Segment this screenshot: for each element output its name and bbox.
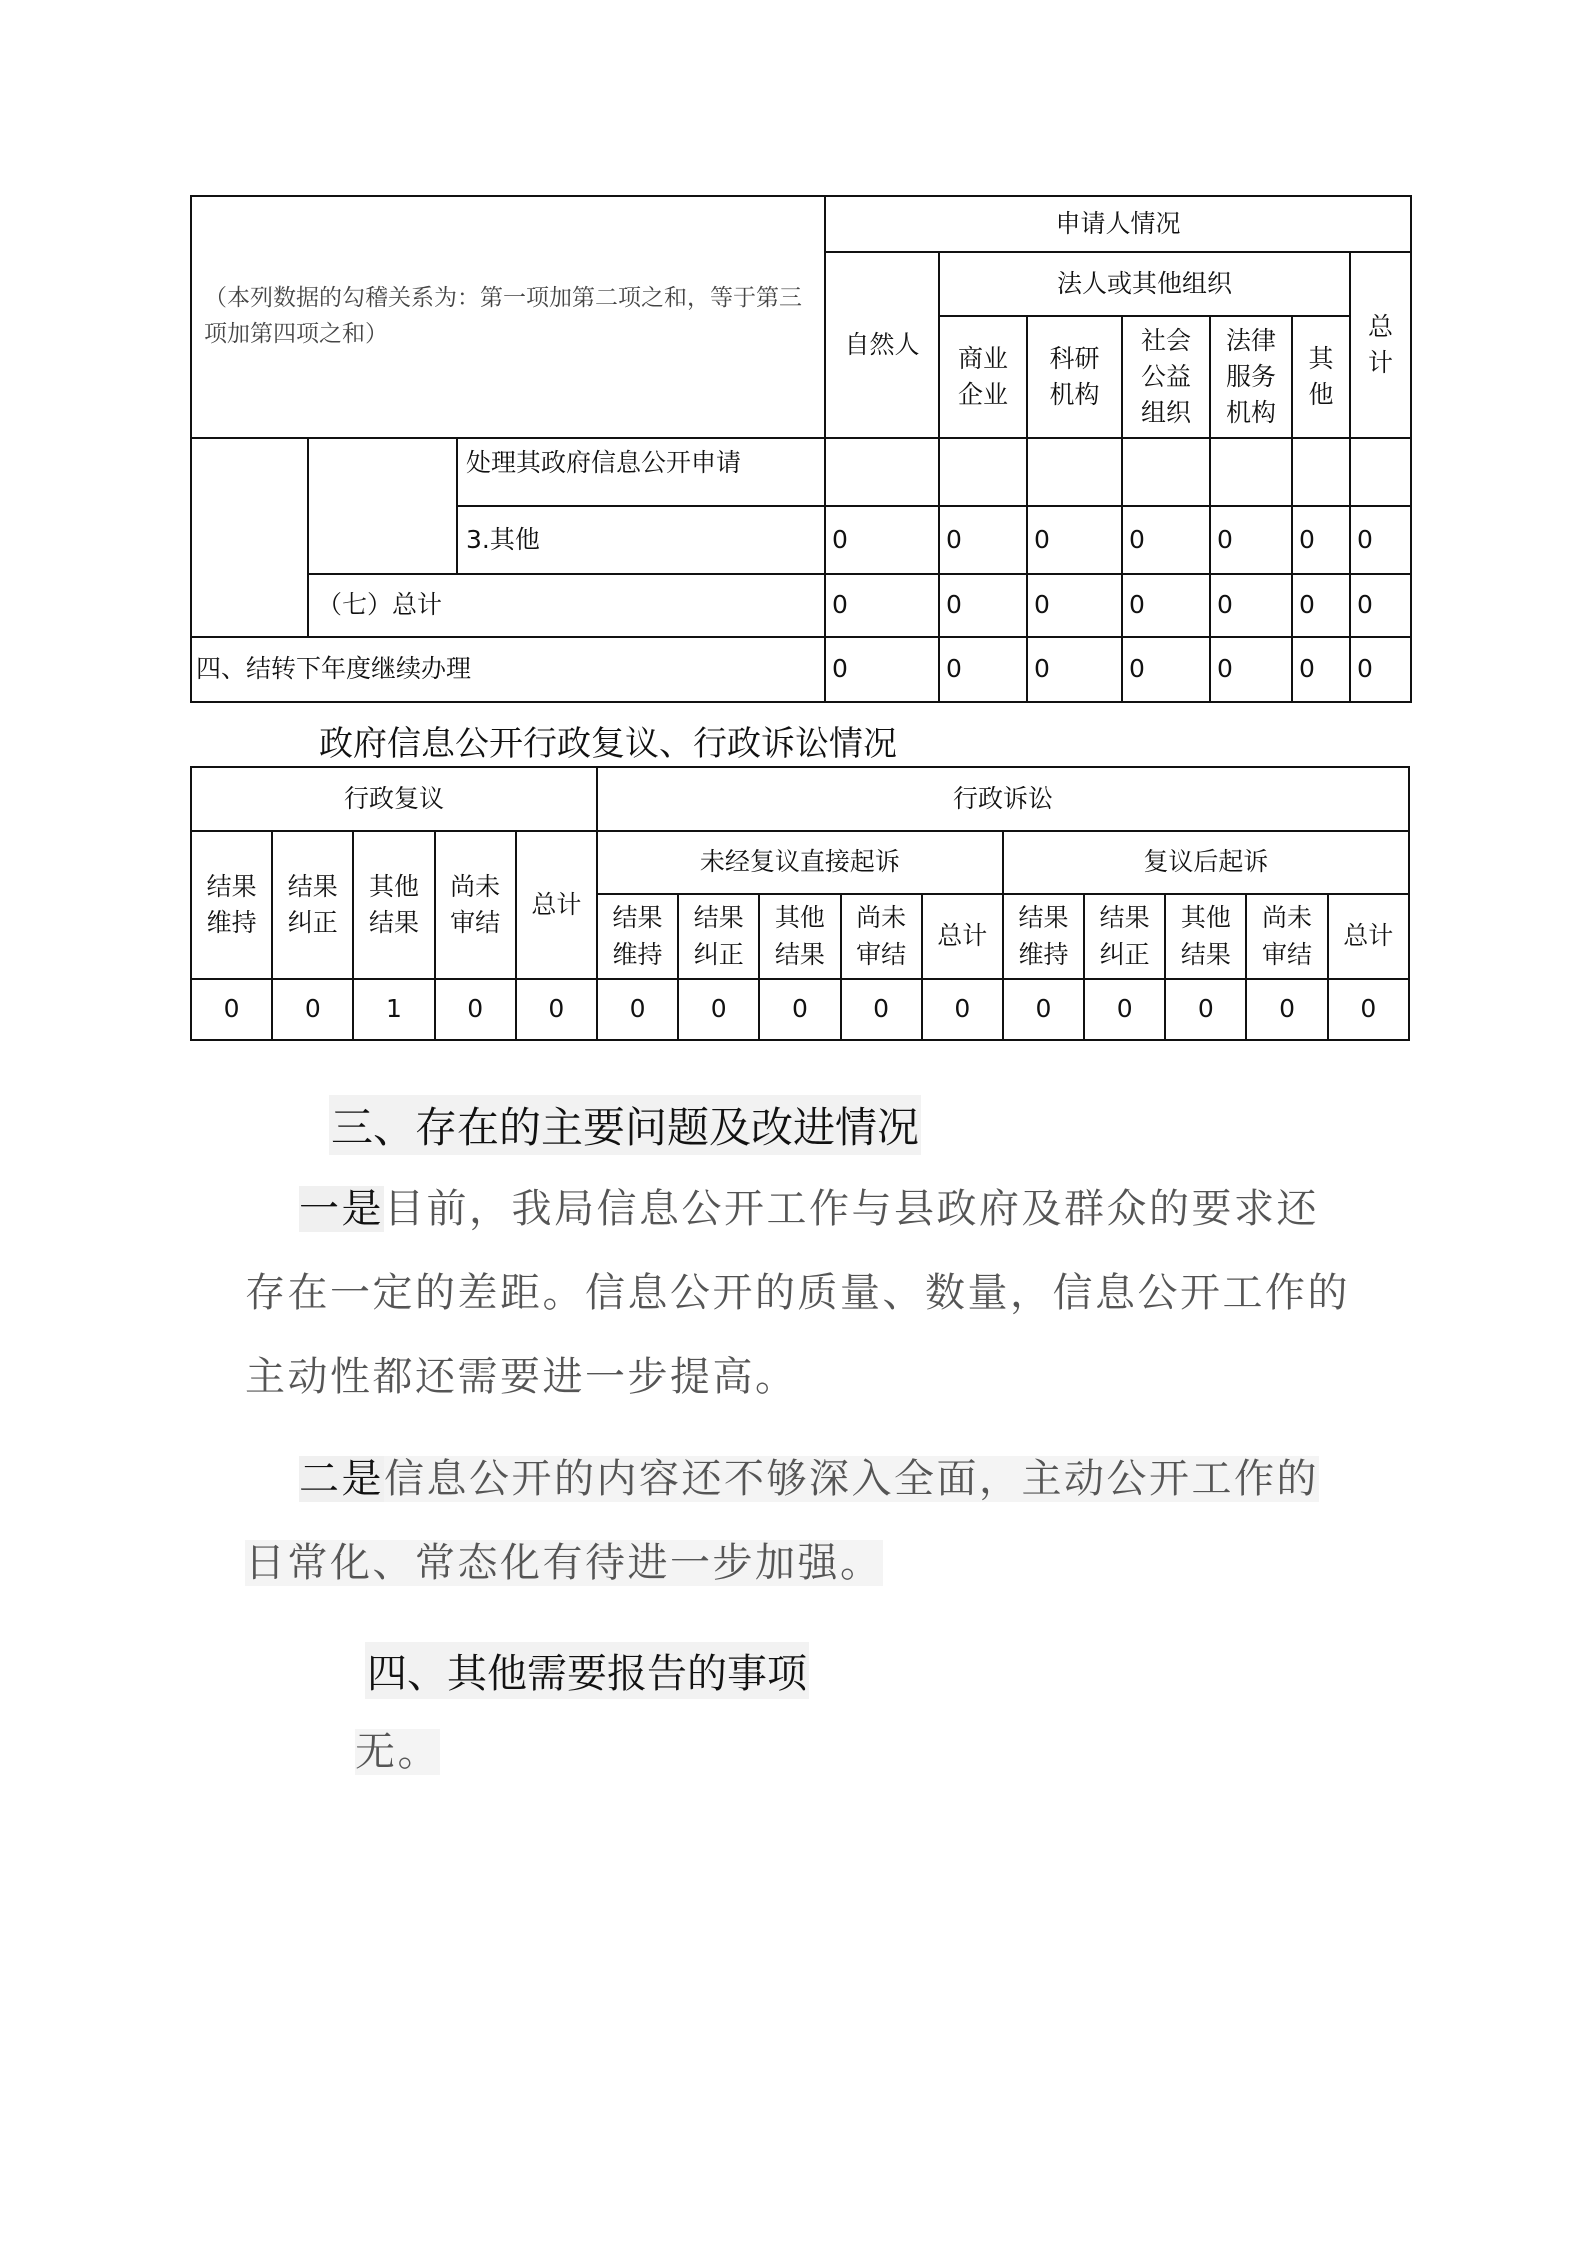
litigation-col-header: 其他结果 [1165,894,1246,979]
value-cell: 0 [435,979,516,1040]
litigation-col-header: 结果维持 [1003,894,1084,979]
review-litigation-title: 政府信息公开行政复议、行政诉讼情况 [319,724,897,764]
value-cell: 0 [841,979,922,1040]
litigation-col-header: 尚未审结 [841,894,922,979]
header-public-welfare: 社会公益组织 [1122,316,1210,438]
value-cell: 0 [516,979,597,1040]
table-note: （本列数据的勾稽关系为：第一项加第二项之和，等于第三项加第四项之和） [191,196,825,438]
review-col-header: 总计 [516,831,597,979]
value-cell: 0 [191,979,272,1040]
review-col-header: 结果纠正 [272,831,353,979]
header-total: 总计 [1350,252,1411,438]
review-col-header: 结果维持 [191,831,272,979]
header-research: 科研机构 [1027,316,1122,438]
litigation-col-header: 总计 [1328,894,1409,979]
value-cell: 0 [1003,979,1084,1040]
header-business: 商业企业 [939,316,1027,438]
value-cell: 0 [678,979,759,1040]
value-cell: 1 [353,979,434,1040]
value-cell: 0 [1246,979,1327,1040]
section4-text: 无。 [355,1729,440,1775]
value-cell: 0 [1084,979,1165,1040]
table-row [191,979,1409,1040]
value-cell: 0 [922,979,1003,1040]
review-col-header: 其他结果 [353,831,434,979]
header-natural: 自然人 [825,252,939,438]
value-cell: 0 [597,979,678,1040]
header-legal-service: 法律服务机构 [1210,316,1292,438]
litigation-col-header: 结果纠正 [1084,894,1165,979]
table-row: 处理其政府信息公开申请 [191,438,1411,506]
table-row: （七）总计 0 0 0 0 0 0 0 [191,574,1411,637]
section3-heading: 三、存在的主要问题及改进情况 [329,1095,921,1155]
litigation-col-header: 结果纠正 [678,894,759,979]
litigation-col-header: 其他结果 [759,894,840,979]
header-review: 行政复议 [191,767,597,831]
value-cell: 0 [759,979,840,1040]
section4-heading: 四、其他需要报告的事项 [365,1642,809,1699]
value-cell: 0 [1328,979,1409,1040]
litigation-col-header: 尚未审结 [1246,894,1327,979]
review-litigation-table [190,766,1410,1041]
review-col-header: 尚未审结 [435,831,516,979]
header-legal: 法人或其他组织 [939,252,1350,316]
value-cell: 0 [1165,979,1246,1040]
applicant-stats-table [190,195,1412,703]
table-row: 四、结转下年度继续办理 0 0 0 0 0 0 0 [191,637,1411,702]
header-applicant: 申请人情况 [825,196,1411,252]
header-direct: 未经复议直接起诉 [597,831,1003,894]
table-row: 3.其他 0 0 0 0 0 0 0 [191,506,1411,574]
header-other: 其他 [1292,316,1350,438]
litigation-col-header: 结果维持 [597,894,678,979]
paragraph-1: 一是目前，我局信息公开工作与县政府及群众的要求还存在一定的差距。信息公开的质量、数量，信息公开工作的主动性都还需要进一步提高。 [245,1186,1350,1400]
header-litigation: 行政诉讼 [597,767,1409,831]
header-after-review: 复议后起诉 [1003,831,1409,894]
value-cell: 0 [272,979,353,1040]
litigation-col-header: 总计 [922,894,1003,979]
paragraph-2: 二是信息公开的内容还不够深入全面，主动公开工作的日常化、常态化有待进一步加强。 [245,1456,1319,1586]
